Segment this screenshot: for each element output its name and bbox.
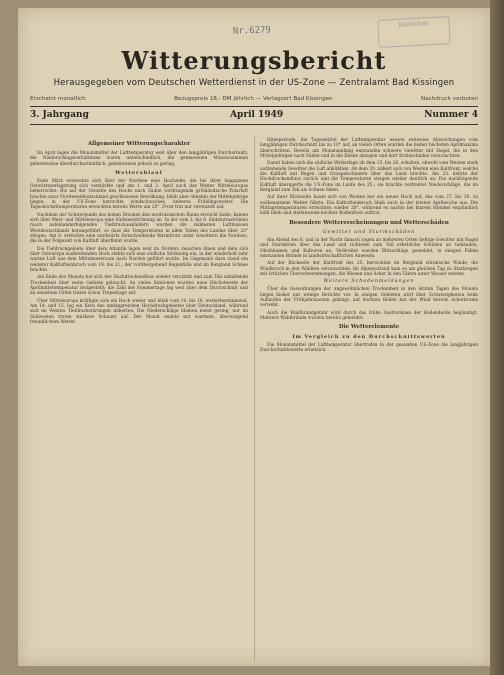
- rule-top: [30, 106, 478, 107]
- section-subheading: Weitere Schadenmeldungen: [323, 279, 415, 285]
- article-paragraph: Die Tiefdruckgebiete über dem Atlantik lagen weit im Norden; zwischen ihnen und dem sich über Osteuropa ausbreitenden Hoch stellte sich eine südliche Strömung ein, in der wiederholt sehr warme Luft aus dem Mittelmeerraum nach Norden geführt wurde. Im Gegensatz dazu stand ein weiterer Kaltlufteinbruch vom 19. bis 21., der vorübergehend Regenfälle und im Bergland Schnee brachte.: [30, 246, 248, 274]
- article-paragraph: Am Abend des 6. und in der Nacht danach zogen an mehreren Orten heftige Gewitter mit Hagel und Sturmböen über das Land und richteten zum Teil erhebliche Schäden an Gebäuden, Obstbäumen und Kulturen an. Verbreitet wurden Blitzschläge gemeldet, in einigen Fällen entstanden Brände in landwirtschaftlichen Anwesen.: [260, 237, 478, 259]
- issue-date: April 1949: [230, 110, 284, 120]
- rule-bottom: [30, 124, 478, 125]
- price-note: Bezugspreis 18,- DM jährlich — Verlagsort Bad Kissingen: [174, 96, 333, 102]
- article-paragraph: Über Mitteleuropa kräftigte sich ein Hoch weiter und blieb vom 14. bis 18. wetterbestimmend. Am 14. und 15. lag ein Kern des umfangreichen Hochdruckgebietes über Deutschland, während sich im Westen Tiefdruckstörungen näherten. Die Niederschläge blieben meist gering, nur im Südwesten traten stärkere Schauer auf. Der Monat endete mit warmem, überwiegend freundlichem Wetter.: [30, 298, 248, 326]
- section-subheading: Im Vergleich zu den Durchschnittswerten: [292, 334, 446, 341]
- right-column: [260, 138, 478, 355]
- section-heading: Die Wetterelemente: [338, 324, 400, 331]
- column-separator: [254, 136, 255, 662]
- section-heading: Allgemeiner Witterungscharakter: [87, 141, 191, 147]
- section-subheading: Gewitter und Sturmschäden: [322, 229, 416, 235]
- issue-number: Nummer 4: [424, 110, 478, 120]
- library-stamp: Bibliothek: [377, 16, 450, 48]
- publication-subtitle: Herausgegeben vom Deutschen Wetterdienst in der US-Zone — Zentralamt Bad Kissingen: [53, 78, 455, 88]
- article-paragraph: Ende März erstreckte sich über der Nordsee eine Hochzelle, die bei ihrer langsamen Ostwärtsverlagerung sich verstärkte und am 1. und 2. April auch das Wetter Mitteleuropas beherrschte. Bis auf der Ostseite des Hochs nach Süden vordringende grönländische Polarluft brachte zwar Nordwestdeutschland geschlossene Bewölkung, blieb aber ohnehin der Mittelgebirge liegen; in der US-Zone herrschte windschwaches, heiteres Frühlingswetter. Die Tageshöchsttemperaturen erreichten bereits Werte um 20°. Frost trat nur vereinzelt auf.: [30, 178, 248, 211]
- article-paragraph: Auf der Rückseite der Kaltfront des 25. herrschten im Bergland stürmische Winde, die Windbruch in den Wäldern verursachten. Im Alpenvorland kam es am gleichen Tag zu Starkregen mit örtlichen Überschwemmungen, die Wiesen und Äcker in den Tälern unter Wasser setzten.: [260, 261, 478, 277]
- article-paragraph: Am Ende des Monats hat sich der Hochdruckeinfluss wieder verstärkt und zum Teil anhaltende Trockenheit über weite Gebiete gebracht. An vielen Stationen wurden neue Höchstwerte der Aprilmitteltemperatur festgestellt; die Zahl der Sommertage lag weit über dem Durchschnitt und an einzelnen Orten traten schon Tropentage auf.: [30, 275, 248, 297]
- reprint-note: Nachdruck verboten: [421, 96, 478, 102]
- publication-title: Witterungsbericht: [121, 46, 387, 75]
- issue-line: [30, 110, 478, 120]
- book-binding: [490, 0, 504, 675]
- article-paragraph: Damit haben sich die südliche Wetterlage ab dem 15. bis 26. erhalten, obwohl vom Westen stark aufziehende Gewitter die Luft abkühlten. Ab dem 20. nähert sich von Westen eine Kaltfront, welche die Kaltluft mit Regen und Graupelschauern über das Land brachte. Am 23. kehrte der Hochdruckeinfluss zurück und die Temperaturen stiegen wieder deutlich an. Die nachfolgende Kaltluft überquerte die US-Zone im Laufe des 25.; sie brachte verbreitet Niederschläge, die im Bergland zum Teil als Schnee fielen.: [260, 161, 478, 194]
- article-paragraph: Über die Auswirkungen der ungewöhnlichen Trockenheit in den letzten Tagen des Monats liegen bisher nur wenige Berichte vor. In einigen Gebieten wird über Schwierigkeiten beim Auflaufen der Frühjahrssaaten geklagt; auf leichten Böden hat der Wind bereits Ackerkrume verweht.: [260, 287, 478, 309]
- volume-label: 3. Jahrgang: [30, 110, 89, 120]
- frequency-note: Erscheint monatlich: [30, 96, 86, 102]
- article-paragraph: Im April lagen die Monatsmittel der Lufttemperatur weit über den langjährigen Durchschnitt; die Niederschlagsverhältnisse waren unterschiedlich, die gemessenen Monatssummen gebietsweise überdurchschnittlich, gebietsweise jedoch zu gering.: [30, 151, 248, 167]
- publication-meta: [30, 96, 478, 102]
- article-paragraph: Hitzeperiode, die Tagesmittel der Lufttemperatur wiesen zeitweise Abweichungen vom langjährigen Durchschnitt bis zu 10° auf, an vielen Orten wurden die bisher höchsten Aprilmaxima überschritten. Bereits am Monatsanfang entstanden schwere Gewitter mit Hagel, die in den Mittelgebirgen nach Süden und in die Ebene abzogen und dort Ernteschäden verursachten.: [260, 138, 478, 160]
- section-subheading: Wetterablauf: [115, 170, 163, 177]
- article-paragraph: Nachdem der Schwerpunkt des hohen Druckes den nordrussischen Raum erreicht hatte, kamen sich über West- und Mitteleuropa eine Südwestströmung an. In der vom 3. bis 6. Südsturmströmen rasch aufeinanderfolgenden Tiefdruckausläufern wurden die mildesten Luftmassen Westdeutschlands herangeführt, so dass die Temperaturen in allen Teilen des Landes über 20° stiegen. Am 6. erreichte eine nordwärts fortschreitende Warmfront unter Gewittern die Nordsee, die in der Folgezeit von Kaltluft überflutet wurde.: [30, 212, 248, 245]
- archive-stamp: Nr.6279: [232, 25, 272, 37]
- article-paragraph: Auch die Waldbrandgefahr wird durch das frühe Austrocknen der Bodendecke begünstigt. Mehrere Waldbrände wurden bereits gemeldet.: [260, 310, 478, 321]
- article-paragraph: Auf ihrer Rückseite baute sich von Westen her ein neues Hoch auf, das vom 27. bis 30. zu wolkenarmem Wetter führte. Ein Kaltlufteinbruch blieb auch in der letzten Aprilwoche aus. Die Mittagstemperaturen erreichten wieder 20°, während es nachts bei klarem Himmel empfindlich kühl blieb und stellenweise leichter Bodenfrost auftrat.: [260, 195, 478, 217]
- article-paragraph: Die Monatsmittel der Lufttemperatur übertrafen in der gesamten US-Zone die langjährigen Durchschnittswerte erheblich.: [260, 342, 478, 354]
- section-heading: Besondere Wettererscheinungen und Wetterschäden: [289, 219, 449, 226]
- newspaper-page: [18, 8, 490, 666]
- left-column: [30, 138, 248, 327]
